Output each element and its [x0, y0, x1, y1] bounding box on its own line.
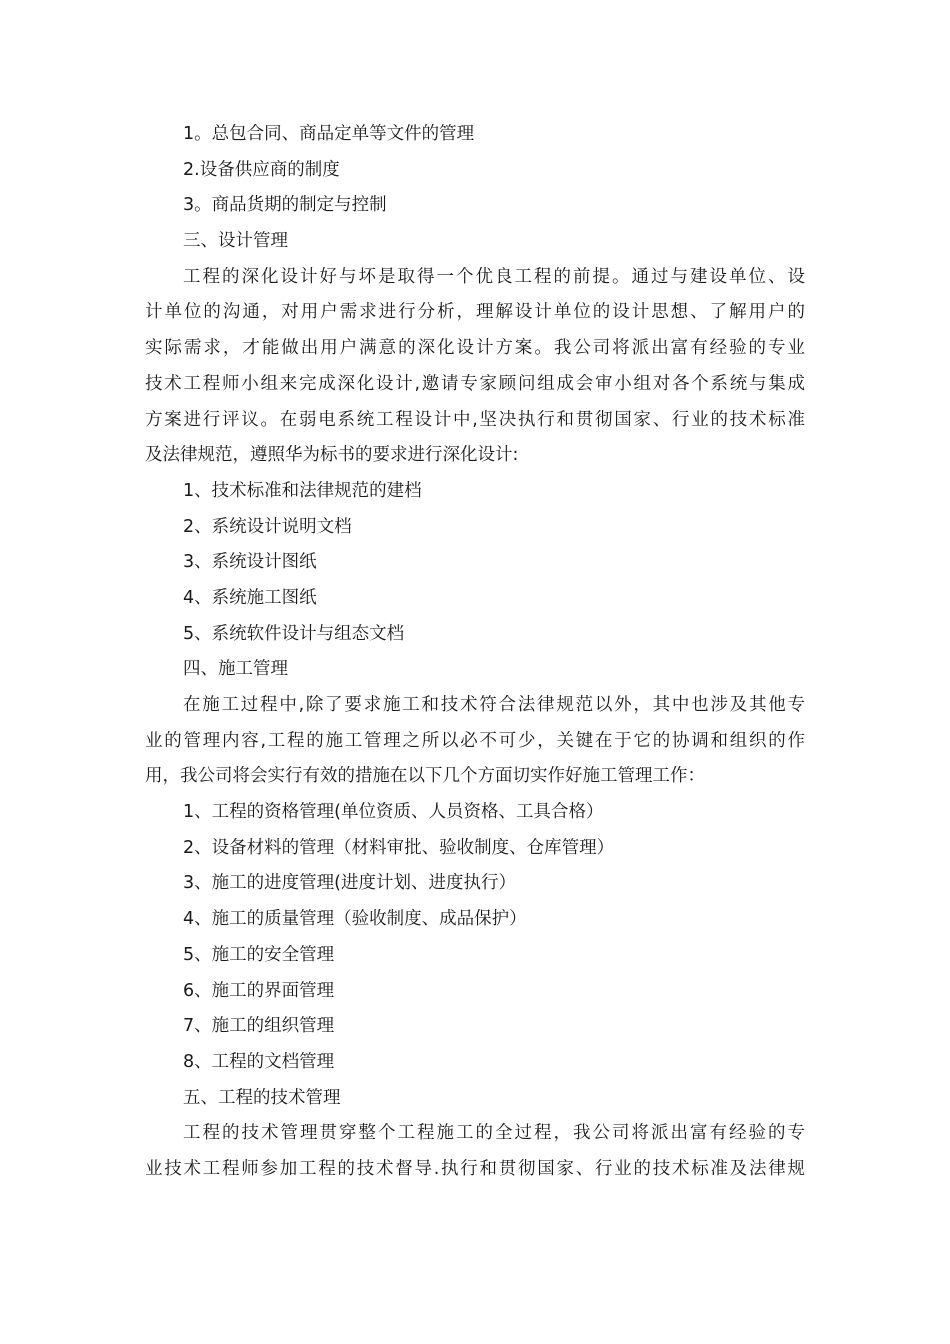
list-item: 4、施工的质量管理（验收制度、成品保护） [183, 909, 527, 930]
paragraph-line: 实际需求，才能做出用户满意的深化设计方案。我公司将派出富有经验的专业 [145, 338, 805, 359]
list-item: 4、系统施工图纸 [183, 587, 317, 608]
list-item: 3、施工的进度管理(进度计划、进度执行） [183, 873, 516, 894]
section-heading: 四、施工管理 [183, 659, 288, 680]
paragraph-line: 业的管理内容,工程的施工管理之所以必不可少，关键在于它的协调和组织的作 [145, 730, 805, 751]
paragraph-line: 及法律规范，遵照华为标书的要求进行深化设计: [145, 445, 519, 466]
section-heading: 五、工程的技术管理 [183, 1087, 341, 1108]
list-item: 1、技术标准和法律规范的建档 [183, 480, 422, 501]
list-item: 6、施工的界面管理 [183, 980, 335, 1001]
list-item: 2、设备材料的管理（材料审批、验收制度、仓库管理） [183, 837, 615, 858]
section-heading: 三、设计管理 [183, 231, 288, 252]
list-item: 1。总包合同、商品定单等文件的管理 [183, 124, 475, 144]
list-item: 2.设备供应商的制度 [183, 159, 340, 180]
paragraph-line: 用，我公司将会实行有效的措施在以下几个方面切实作好施工管理工作： [145, 766, 705, 787]
list-item: 1、工程的资格管理(单位资质、人员资格、工具合格） [183, 802, 604, 823]
paragraph-line: 方案进行评议。在弱电系统工程设计中,坚决执行和贯彻国家、行业的技术标准 [145, 409, 805, 430]
list-item: 8、工程的文档管理 [183, 1051, 335, 1072]
list-item: 2、系统设计说明文档 [183, 516, 352, 537]
paragraph-line: 计单位的沟通，对用户需求进行分析，理解设计单位的设计思想、了解用户的 [145, 302, 805, 323]
document-body [145, 117, 805, 1188]
paragraph-line: 工程的深化设计好与坏是取得一个优良工程的前提。通过与建设单位、设 [183, 266, 805, 287]
list-item: 5、系统软件设计与组态文档 [183, 623, 405, 644]
paragraph-line: 工程的技术管理贯穿整个工程施工的全过程，我公司将派出富有经验的专 [183, 1123, 805, 1144]
paragraph-line: 在施工过程中,除了要求施工和技术符合法律规范以外，其中也涉及其他专 [183, 695, 805, 715]
list-item: 7、施工的组织管理 [183, 1016, 335, 1037]
list-item: 3。商品货期的制定与控制 [183, 195, 387, 216]
list-item: 5、施工的安全管理 [183, 944, 335, 965]
paragraph-line: 业技术工程师参加工程的技术督导.执行和贯彻国家、行业的技术标准及法律规 [145, 1158, 805, 1179]
paragraph-line: 技术工程师小组来完成深化设计,邀请专家顾问组成会审小组对各个系统与集成 [145, 373, 805, 394]
list-item: 3、系统设计图纸 [183, 552, 317, 573]
